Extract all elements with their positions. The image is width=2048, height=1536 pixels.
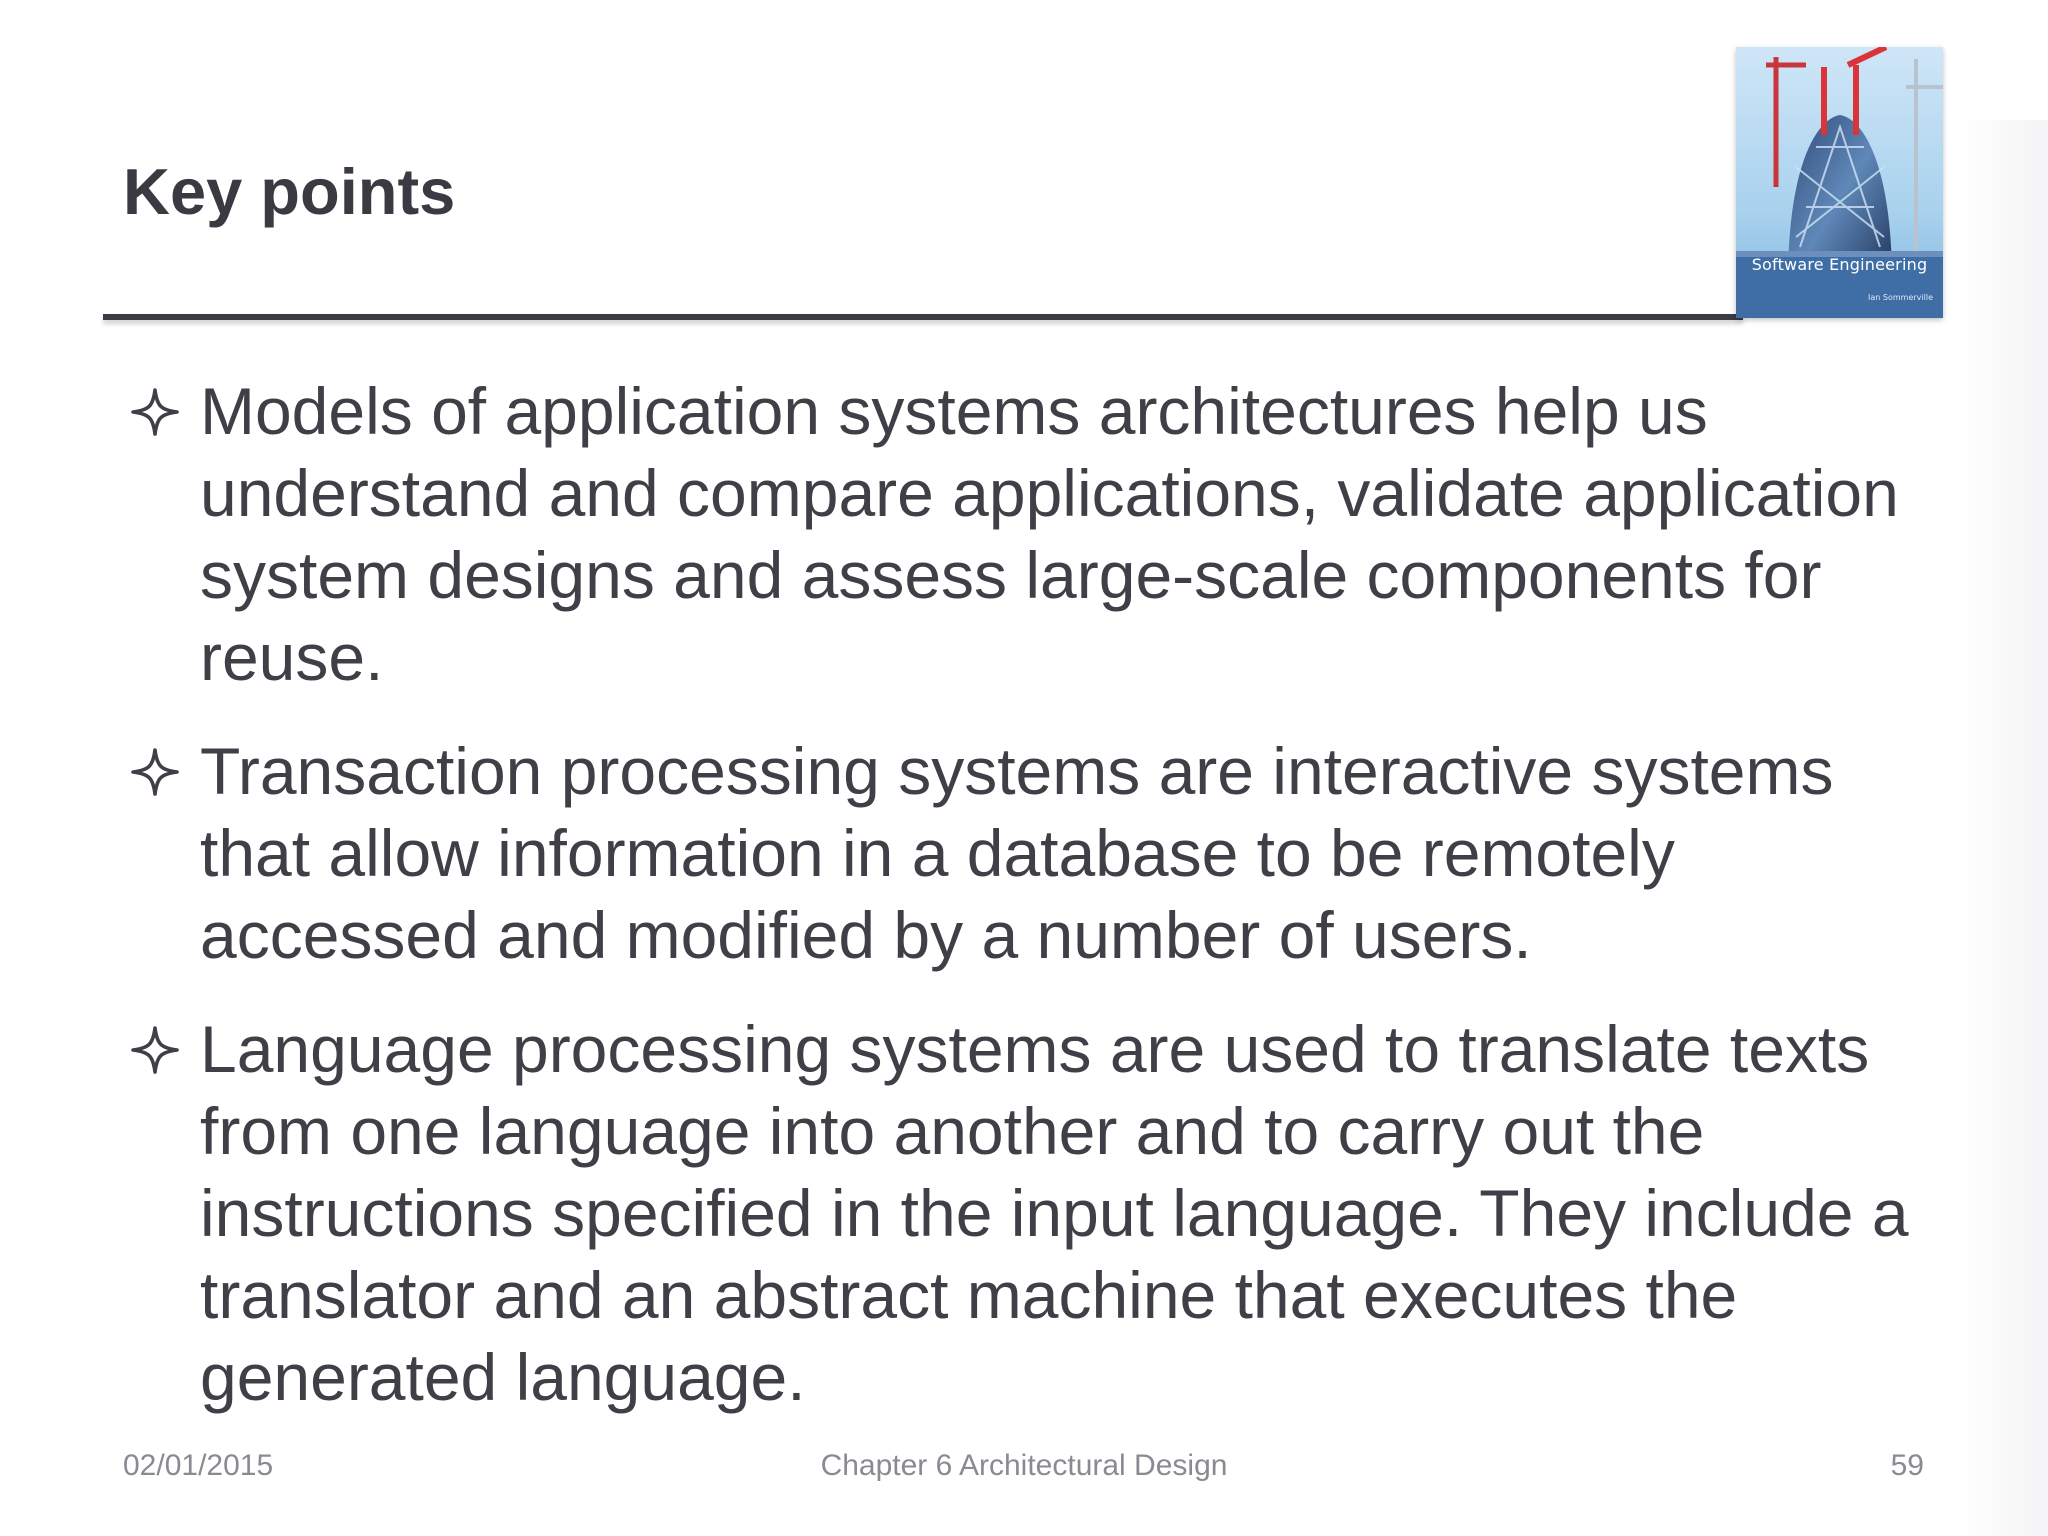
bullet-item [127, 1008, 1947, 1418]
cover-illustration [1736, 47, 1943, 318]
bullet-item [127, 370, 1947, 698]
book-cover-image [1736, 47, 1943, 318]
bullet-text: Language processing systems are used to translate texts from one language into another and to carry out the instructions specified in the input language. They include a translator and an abstract machine that executes the generated language. [200, 1012, 1909, 1414]
title-divider [103, 314, 1743, 320]
bullet-item [127, 730, 1947, 976]
footer-date: 02/01/2015 [123, 1449, 274, 1482]
four-point-star-icon [127, 1022, 183, 1078]
four-point-star-icon [127, 384, 183, 440]
footer-page-number: 59 [1890, 1449, 1924, 1482]
bullet-list [127, 370, 1947, 1418]
slide-title: Key points [123, 155, 456, 228]
cover-author: Ian Sommerville [1868, 293, 1933, 302]
four-point-star-icon [127, 744, 183, 800]
bullet-text: Transaction processing systems are interactive systems that allow information in a database to be remotely accessed and modified by a number of users. [200, 734, 1834, 972]
cover-title: Software Engineering [1751, 255, 1928, 274]
slide-right-shade [1958, 120, 2048, 1536]
footer-chapter: Chapter 6 Architectural Design [820, 1449, 1228, 1482]
bullet-text: Models of application systems architectures help us understand and compare applications, validate application system designs and assess large-scale components for reuse. [200, 374, 1899, 694]
